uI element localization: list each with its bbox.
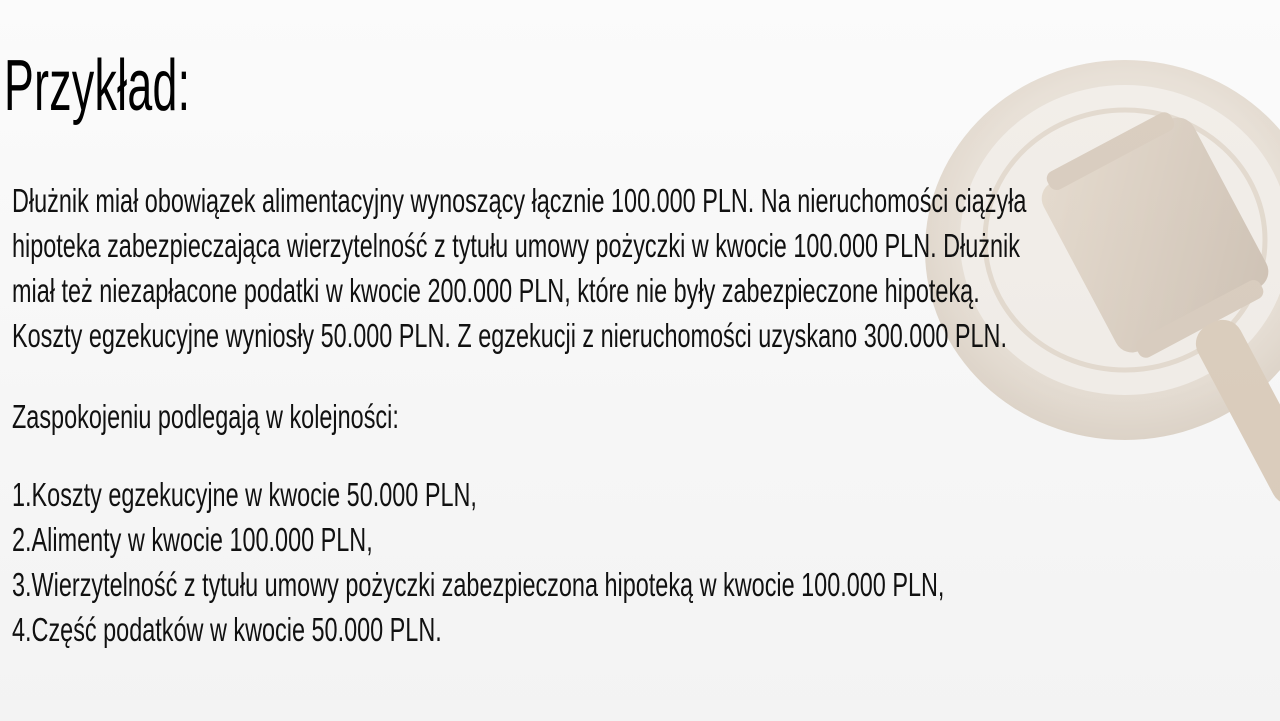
paragraph-line: hipoteka zabezpieczająca wierzytelność z tytułu umowy pożyczki w kwocie 100.000 PLN. Dłużnik [12, 227, 1020, 264]
list-item: 3.Wierzytelność z tytułu umowy pożyczki zabezpieczona hipoteką w kwocie 100.000 PLN, [12, 566, 945, 603]
paragraph-line: Dłużnik miał obowiązek alimentacyjny wynoszący łącznie 100.000 PLN. Na nieruchomości ciążyła [12, 182, 1027, 219]
paragraph-line: Koszty egzekucyjne wyniosły 50.000 PLN. Z egzekucji z nieruchomości uzyskano 300.000 PLN. [12, 317, 1007, 354]
list-item: 4.Część podatków w kwocie 50.000 PLN. [12, 611, 442, 648]
slide-body [12, 178, 1212, 652]
list-item: 1.Koszty egzekucyjne w kwocie 50.000 PLN, [12, 476, 477, 513]
order-intro: Zaspokojeniu podlegają w kolejności: [12, 398, 399, 435]
slide-title: Przykład: [4, 46, 191, 126]
list-item: 2.Alimenty w kwocie 100.000 PLN, [12, 521, 373, 558]
paragraph-line: miał też niezapłacone podatki w kwocie 200.000 PLN, które nie były zabezpieczone hipoteką. [12, 272, 980, 309]
